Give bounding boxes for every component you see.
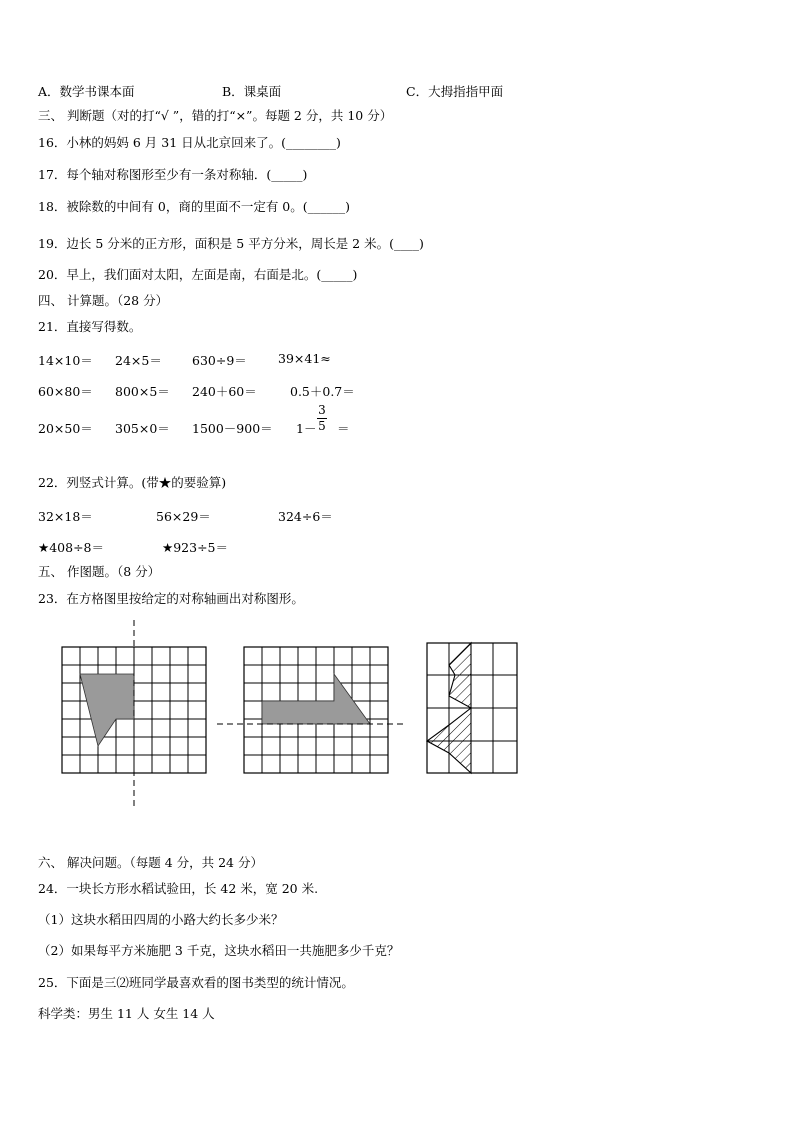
fraction-numerator: 3	[318, 403, 326, 417]
question-24: 24．一块长方形水稻试验田，长 42 米，宽 20 米.	[38, 881, 319, 896]
calc-item: 240＋60＝	[192, 384, 257, 399]
grid-figure-1	[55, 620, 215, 810]
calc-item: 39×41≈	[278, 351, 331, 366]
option-a: A．数学书课本面	[38, 84, 135, 99]
question-17: 17．每个轴对称图形至少有一条对称轴．(_____)	[38, 167, 308, 182]
option-c: C．大拇指指甲面	[406, 84, 504, 99]
question-23: 23．在方格图里按给定的对称轴画出对称图形。	[38, 591, 304, 606]
fraction-expr-prefix: 1－	[296, 421, 317, 436]
calc-item: ★408÷8＝	[38, 540, 104, 555]
calc-item: 24×5＝	[115, 353, 162, 368]
question-25: 25．下面是三⑵班同学最喜欢看的图书类型的统计情况。	[38, 975, 354, 990]
grid-lines	[427, 643, 517, 773]
calc-item: 0.5＋0.7＝	[290, 384, 355, 399]
question-16: 16．小林的妈妈 6 月 31 日从北京回来了。(________)	[38, 135, 341, 150]
fraction	[317, 404, 327, 433]
fraction-expr-suffix: ＝	[337, 421, 350, 436]
calc-item: 56×29＝	[156, 509, 211, 524]
calc-item: 630÷9＝	[192, 353, 247, 368]
calc-item: 32×18＝	[38, 509, 93, 524]
section4-title: 四、 计算题。（28 分）	[38, 293, 169, 308]
calc-item: 305×0＝	[115, 421, 170, 436]
calc-item: 60×80＝	[38, 384, 93, 399]
shaded-shape	[80, 674, 134, 746]
calc-item: 1500－900＝	[192, 421, 273, 436]
fraction-denominator: 5	[318, 419, 326, 433]
question-25-data: 科学类：男生 11 人 女生 14 人	[38, 1006, 215, 1021]
calc-item: 324÷6＝	[278, 509, 333, 524]
question-24-part-2: （2）如果每平方米施肥 3 千克，这块水稻田一共施肥多少千克？	[38, 943, 400, 958]
question-21: 21．直接写得数。	[38, 319, 142, 334]
section6-title: 六、 解决问题。（每题 4 分，共 24 分）	[38, 855, 263, 870]
section3-title: 三、 判断题（对的打“√ ”，错的打“×”。每题 2 分，共 10 分）	[38, 108, 393, 123]
question-20: 20．早上，我们面对太阳，左面是南，右面是北。(_____)	[38, 267, 358, 282]
option-b: B．课桌面	[222, 84, 282, 99]
calc-item: 20×50＝	[38, 421, 93, 436]
question-24-part-1: （1）这块水稻田四周的小路大约长多少米？	[38, 912, 284, 927]
calc-item: 14×10＝	[38, 353, 93, 368]
calc-item: ★923÷5＝	[162, 540, 228, 555]
question-22: 22．列竖式计算。(带★的要验算)	[38, 475, 227, 490]
section5-title: 五、 作图题。（8 分）	[38, 564, 161, 579]
grid-figure-2	[215, 640, 405, 785]
question-19: 19．边长 5 分米的正方形，面积是 5 平方分米，周长是 2 米。(____)	[38, 236, 424, 251]
question-18: 18．被除数的中间有 0，商的里面不一定有 0。(______)	[38, 199, 351, 214]
calc-item: 800×5＝	[115, 384, 170, 399]
grid-figure-3	[420, 635, 524, 780]
